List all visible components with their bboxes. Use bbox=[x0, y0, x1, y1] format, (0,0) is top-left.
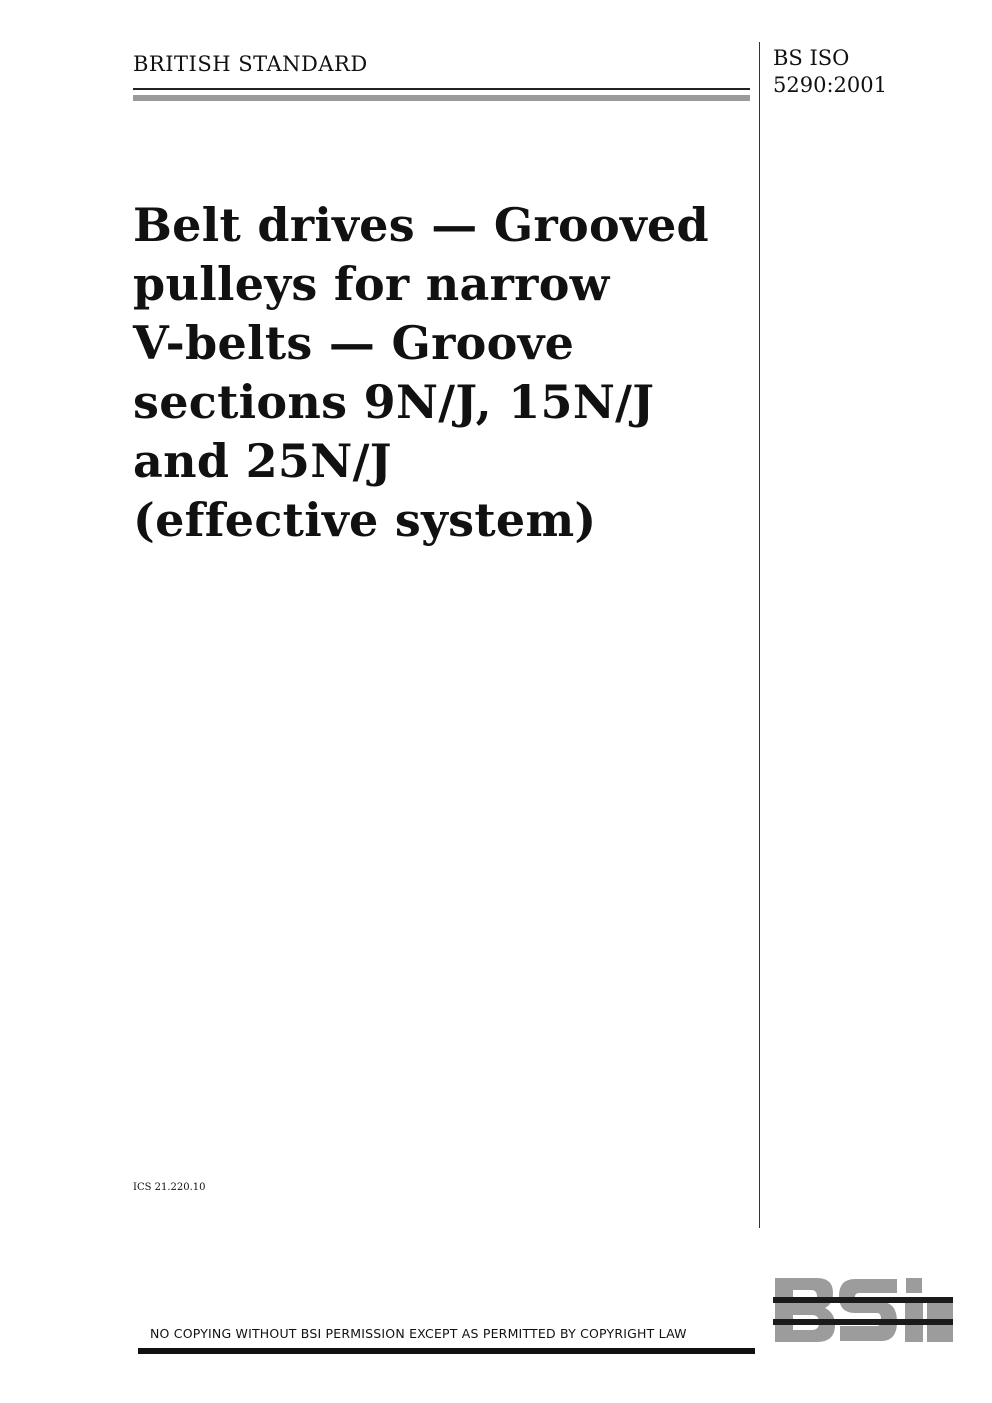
footer-rule bbox=[138, 1348, 755, 1354]
title-line-2: pulleys for narrow bbox=[133, 257, 610, 311]
title-line-4: sections 9N/J, 15N/J bbox=[133, 375, 655, 429]
document-title bbox=[133, 196, 753, 550]
standard-number-line-1: BS ISO bbox=[773, 46, 850, 70]
bsi-logo-icon bbox=[773, 1275, 956, 1345]
standard-number-line-2: 5290:2001 bbox=[773, 73, 887, 97]
header-rule-thin bbox=[133, 88, 750, 90]
ics-code: ICS 21.220.10 bbox=[133, 1182, 206, 1193]
title-line-6: (effective system) bbox=[133, 493, 597, 547]
title-line-3: V-belts — Groove bbox=[133, 316, 575, 370]
copyright-notice: NO COPYING WITHOUT BSI PERMISSION EXCEPT AS PERMITTED BY COPYRIGHT LAW bbox=[150, 1326, 687, 1341]
title-line-1: Belt drives — Grooved bbox=[133, 198, 710, 252]
vertical-divider bbox=[759, 42, 760, 1228]
title-line-5: and 25N/J bbox=[133, 434, 392, 488]
header-rule-gray bbox=[133, 95, 750, 101]
standard-number bbox=[773, 45, 887, 99]
series-label: BRITISH STANDARD bbox=[133, 52, 368, 76]
